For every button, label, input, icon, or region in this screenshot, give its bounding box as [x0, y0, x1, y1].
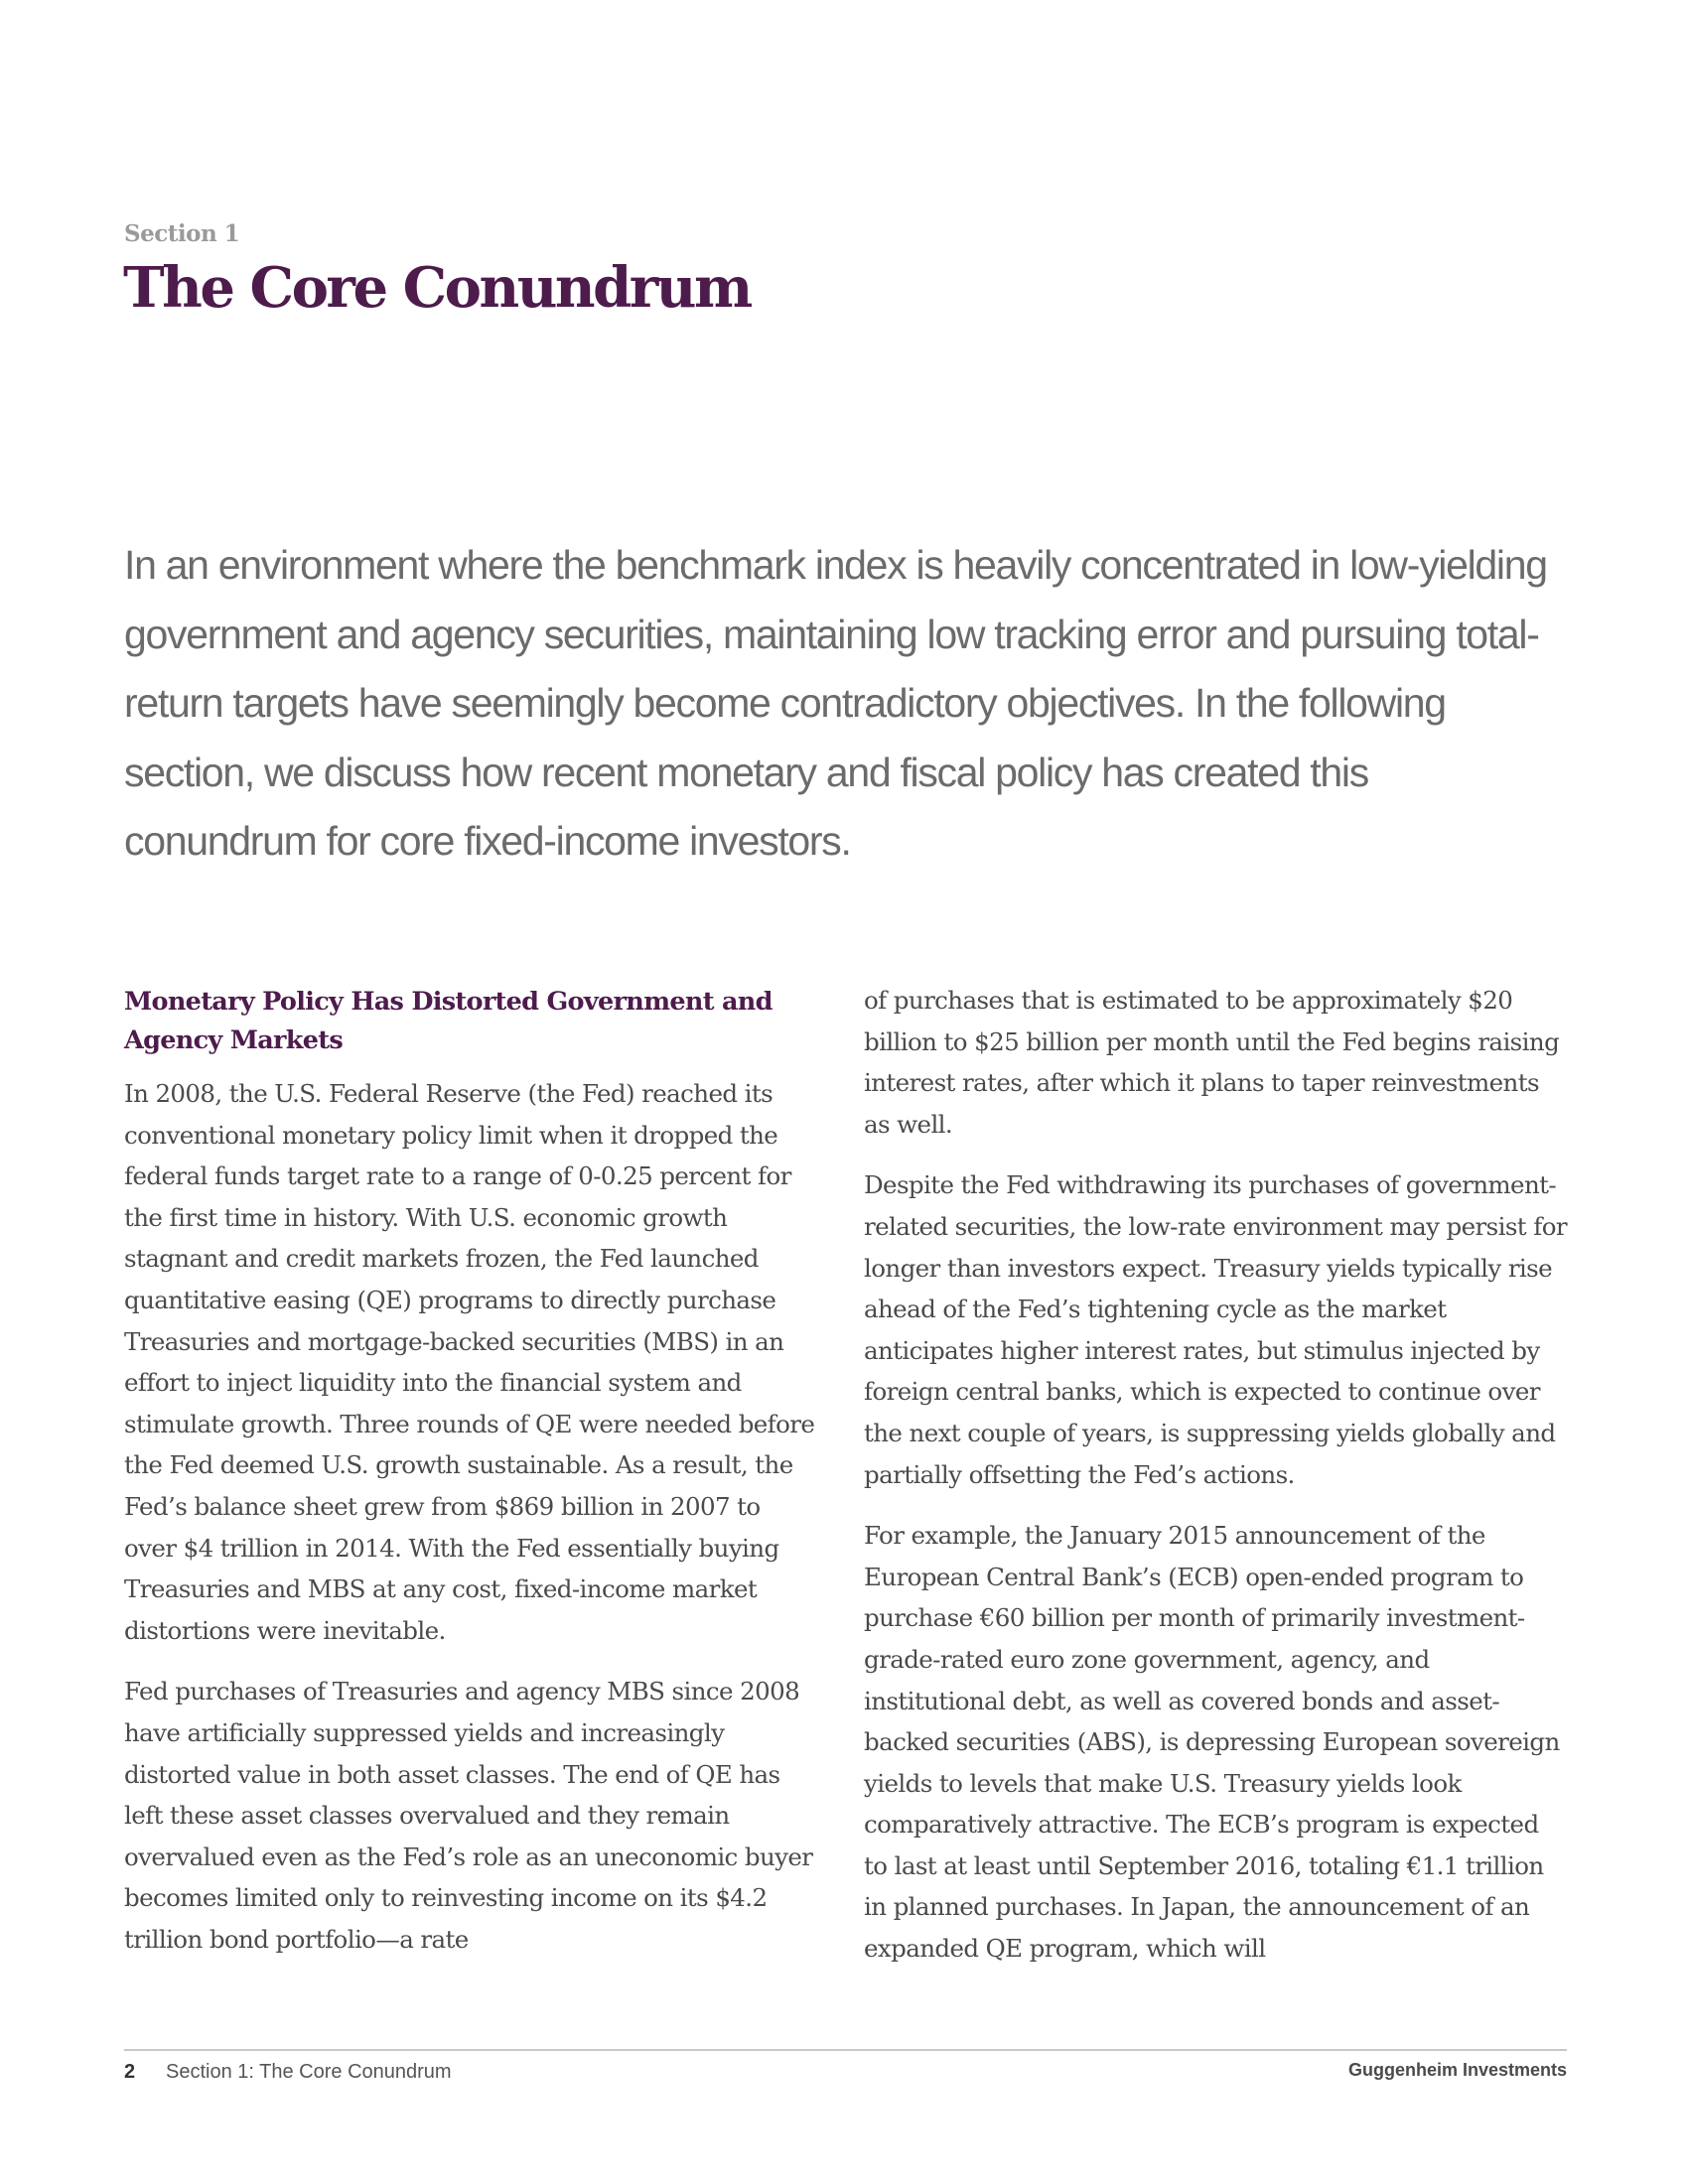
footer-brand: Guggenheim Investments — [1347, 2060, 1567, 2080]
subheading: Monetary Policy Has Distorted Government and Agency Markets — [124, 987, 773, 1055]
body-paragraph: Despite the Fed withdrawing its purchases of government-related securities, the low-rate environment may persist for longer than investors expect. Treasury yields typically rise ahead of the Fed’s tightening cycle as the market anticipates higher interest rates, but stimulus injected by foreign central banks, which is expected to continue over the next couple of years, is suppressing yields globally and partially offsetting the Fed’s actions. — [864, 1170, 1567, 1489]
body-paragraph: Fed purchases of Treasuries and agency MBS since 2008 have artificially suppressed yields and increasingly distorted value in both asset classes. The end of QE has left these asset classes overvalued and they remain overvalued even as the Fed’s role as an uneconomic buyer becomes limited only to reinvesting income on its $4.2 trillion bond portfolio—a rate — [124, 1677, 813, 1954]
left-column — [124, 983, 819, 1979]
right-column — [864, 980, 1569, 1989]
page-number: 2 — [124, 2061, 136, 2083]
body-paragraph: For example, the January 2015 announcement of the European Central Bank’s (ECB) open-ended program to purchase €60 billion per month of primarily investment-grade-rated euro zone government, agency, and institutional debt, as well as covered bonds and asset-backed securities (ABS), is depressing European sovereign yields to levels that make U.S. Treasury yields look comparatively attractive. The ECB’s program is expected to last at least until September 2016, totaling €1.1 trillion in planned purchases. In Japan, the announcement of an expanded QE program, which will — [864, 1521, 1560, 1964]
intro-paragraph: In an environment where the benchmark index is heavily concentrated in low-yielding government and agency securities, maintaining low tracking error and pursuing total-return targets have seemingly become contradictory objectives. In the following section, we discuss how recent monetary and fiscal policy has created this conundrum for core fixed-income investors. — [124, 542, 1547, 864]
body-paragraph: of purchases that is estimated to be approximately $20 billion to $25 billion per month until the Fed begins raising interest rates, after which it plans to taper reinvestments as well. — [864, 986, 1560, 1139]
section-label: Section 1 — [124, 220, 240, 247]
body-paragraph: In 2008, the U.S. Federal Reserve (the Fed) reached its conventional monetary policy limit when it dropped the federal funds target rate to a range of 0-0.25 percent for the first time in history. With U.S. economic growth stagnant and credit markets frozen, the Fed launched quantitative easing (QE) programs to directly purchase Treasuries and mortgage-backed securities (MBS) in an effort to inject liquidity into the financial system and stimulate growth. Three rounds of QE were needed before the Fed deemed U.S. growth sustainable. As a result, the Fed’s balance sheet grew from $869 billion in 2007 to over $4 trillion in 2014. With the Fed essentially buying Treasuries and MBS at any cost, fixed-income market distortions were inevitable. — [124, 1079, 815, 1645]
page-title: The Core Conundrum — [123, 255, 751, 321]
footer-section-title: Section 1: The Core Conundrum — [166, 2061, 452, 2083]
footer-divider — [124, 2049, 1567, 2051]
